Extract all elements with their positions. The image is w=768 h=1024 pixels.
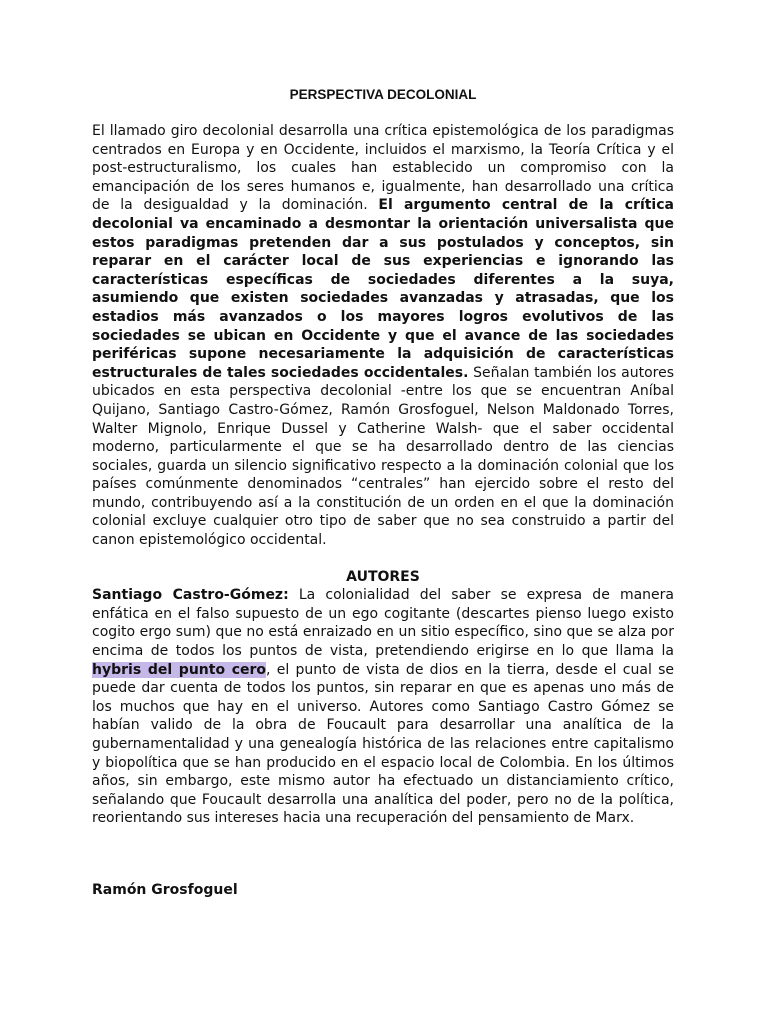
intro-text-1: El llamado giro decolonial desarrolla una crítica epistemológica de los paradigmas centrados en Europa y en Occidente, incluidos el marxismo, la Teoría Crítica y el post-estructuralismo, los cuales han establecido un compromiso con la emancipación de los seres humanos e, igualmente, han desarrollado una crítica de la desigualdad y la dominación. [92,123,674,214]
castro-gomez-text-1: La colonialidad del saber se expresa de manera enfática en el falso supuesto de un ego cogitante (descartes pienso luego existo cogito ergo sum) que no está enraizado en un sitio específico, sino que se alza por encima de todos los puntos de vista, pretendiendo erigirse en lo que llama la [92,587,675,660]
castro-gomez-name: Santiago Castro-Gómez: [92,587,289,604]
document-page [92,86,674,900]
castro-gomez-paragraph [92,586,674,828]
intro-bold-text: El argumento central de la crítica decolonial va encaminado a desmontar la orientación universalista que estos paradigmas pretenden dar a sus postulados y conceptos, sin reparar en el carácter local de sus experiencias e ignorando las características específicas de sociedades diferentes a la suya, asumiendo que existen sociedades avanzadas y atrasadas, que los estadios más avanzados o los mayores logros evolutivos de las sociedades se ubican en Occidente y que el avance de las sociedades periféricas supone necesariamente la adquisición de características estructurales de tales sociedades occidentales. [92,197,674,381]
document-title: PERSPECTIVA DECOLONIAL [289,87,477,102]
highlighted-term[interactable]: hybris del punto cero [92,661,267,678]
intro-paragraph [92,122,674,550]
grosfoguel-heading: Ramón Grosfoguel [92,881,238,898]
castro-gomez-text-2: , el punto de vista de dios en la tierra, desde el cual se puede dar cuenta de todos los puntos, sin reparar en que es apenas uno más de los muchos que hay en el universo. Autores como Santiago Castro Gómez se habían valido de la obra de Foucault para desarrollar una analítica de la gubernamentalidad y una genealogía histórica de las relaciones entre capitalismo y biopolítica que se han producido en el espacio local de Colombia. En los últimos años, sin embargo, este mismo autor ha efectuado un distanciamiento crítico, señalando que Foucault desarrolla una analítica del poder, pero no de la política, reorientando sus intereses hacia una recuperación del pensamiento de Marx. [92,661,674,827]
authors-heading: AUTORES [346,568,420,585]
intro-text-2: Señalan también los autores ubicados en esta perspectiva decolonial -entre los que se encuentran Aníbal Quijano, Santiago Castro-Gómez, Ramón Grosfoguel, Nelson Maldonado Torres, Walter Mignolo, Enrique Dussel y Catherine Walsh- que el saber occidental moderno, particularmente el que se ha desarrollado dentro de las ciencias sociales, guarda un silencio significativo respecto a la dominación colonial que los países comúnmente denominados “centrales” han ejercido sobre el resto del mundo, contribuyendo así a la constitución de un orden en el que la dominación colonial excluye cualquier otro tipo de saber que no sea construido a partir del canon epistemológico occidental. [92,364,674,549]
